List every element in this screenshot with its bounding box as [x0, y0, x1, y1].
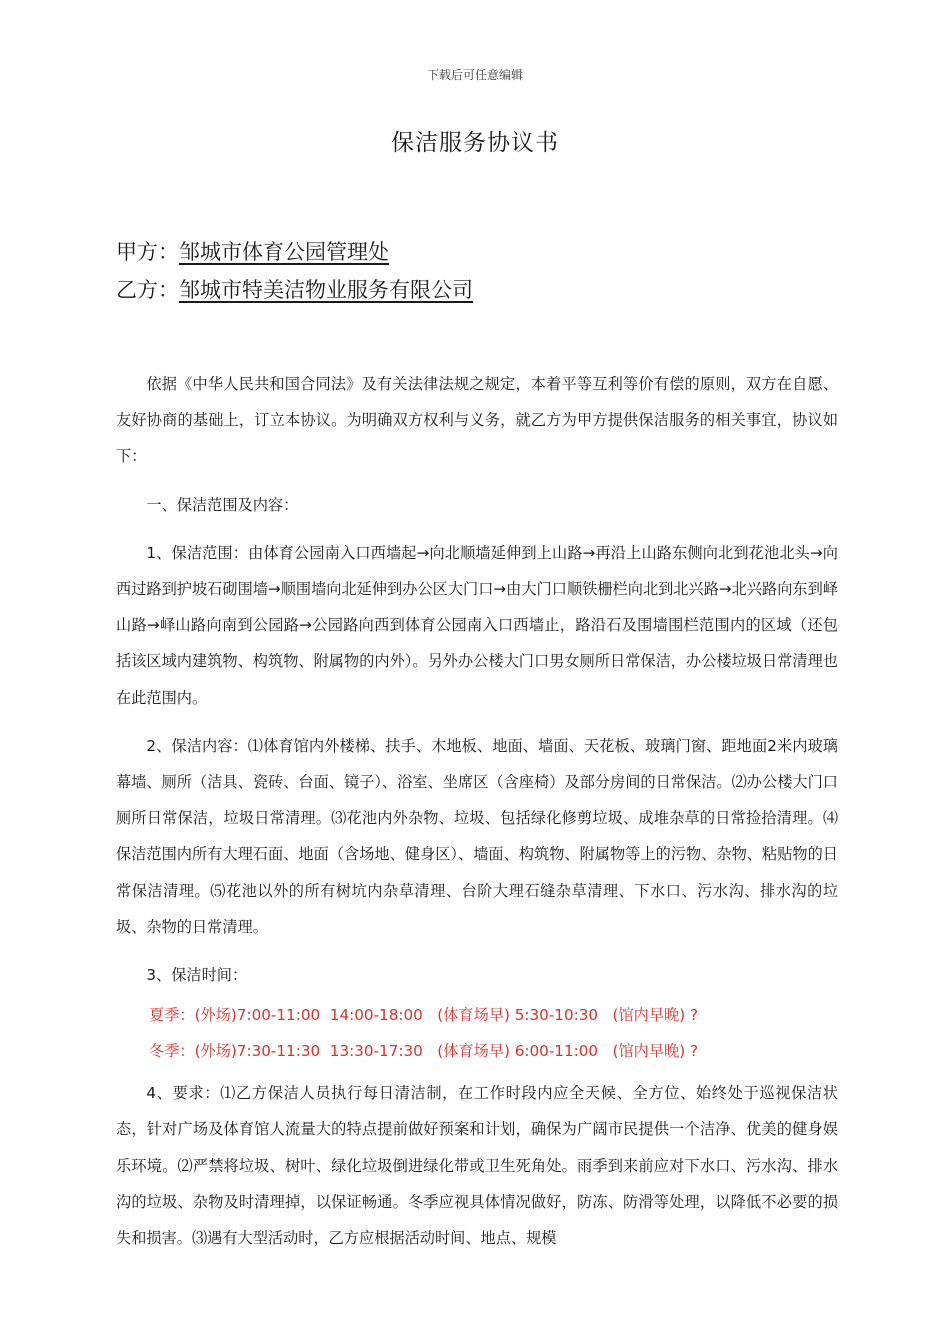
- clause-2-content: 2、保洁内容：⑴体育馆内外楼梯、扶手、木地板、地面、墙面、天花板、玻璃门窗、距地面2米内玻璃幕墙、厕所（洁具、瓷砖、台面、镜子）、浴室、坐席区（含座椅）及部分房间的日常保洁。⑵办公楼大门口厕所日常保洁，垃圾日常清理。⑶花池内外杂物、垃圾、包括绿化修剪垃圾、成堆杂草的日常捡拾清理。⑷保洁范围内所有大理石面、地面（含场地、健身区）、墙面、构筑物、附属物等上的污物、杂物、粘贴物的日常保洁清理。⑸花池以外的所有树坑内杂草清理、台阶大理石缝杂草清理、下水口、污水沟、排水沟的垃圾、杂物的日常清理。: [116, 736, 838, 936]
- intro-paragraph: 依据《中华人民共和国合同法》及有关法律法规之规定，本着平等互利等价有偿的原则，双方在自愿、友好协商的基础上，订立本协议。为明确双方权利与义务，就乙方为甲方提供保洁服务的相关事宜，协议如下：: [116, 375, 838, 466]
- header-note: 下载后可任意编辑: [426, 68, 523, 82]
- clause-1-scope: 1、保洁范围：由体育公园南入口西墙起→向北顺墙延伸到上山路→再沿上山路东侧向北到花池北头→向西过路到护坡石砌围墙→顺围墙向北延伸到办公区大门口→由大门口顺铁栅栏向北到北兴路→北兴路向东到峄山路→峄山路向南到公园路→公园路向西到体育公园南入口西墙止，路沿石及围墙围栏范围内的区域（还包括该区域内建筑物、构筑物、附属物的内外）。另外办公楼大门口男女厕所日常保洁，办公楼垃圾日常清理也在此范围内。: [116, 543, 838, 707]
- schedule-block: [116, 997, 838, 1069]
- clause-3-heading: 3、保洁时间：: [146, 966, 248, 985]
- party-a-name: 邹城市体育公园管理处: [179, 240, 389, 264]
- schedule-summer: 夏季：(外场)7:00-11:00 14:00-18:00 (体育场早) 5:30-10:30 (馆内早晚) ?: [149, 1006, 699, 1025]
- schedule-winter: 冬季：(外场)7:30-11:30 13:30-17:30 (体育场早) 6:00-11:00 (馆内早晚) ?: [149, 1042, 699, 1061]
- party-a-label: 甲方：: [116, 240, 179, 264]
- section-1-heading: 一、保洁范围及内容：: [146, 495, 299, 514]
- party-b: [116, 274, 473, 304]
- clause-4-requirements: 4、要求：⑴乙方保洁人员执行每日清洁制，在工作时段内应全天候、全方位、始终处于巡视保洁状态，针对广场及体育馆人流量大的特点提前做好预案和计划，确保为广阔市民提供一个洁净、优美的健身娱乐环境。⑵严禁将垃圾、树叶、绿化垃圾倒进绿化带或卫生死角处。雨季到来前应对下水口、污水沟、排水沟的垃圾、杂物及时清理掉，以保证畅通。冬季应视具体情况做好，防冻、防滑等处理，以降低不必要的损失和损害。⑶遇有大型活动时，乙方应根据活动时间、地点、规模: [116, 1084, 838, 1248]
- document-title: 保洁服务协议书: [391, 130, 559, 156]
- document-body: [116, 366, 838, 1268]
- party-a: [116, 236, 389, 266]
- party-b-name: 邹城市特美洁物业服务有限公司: [179, 278, 473, 302]
- party-b-label: 乙方：: [116, 278, 179, 302]
